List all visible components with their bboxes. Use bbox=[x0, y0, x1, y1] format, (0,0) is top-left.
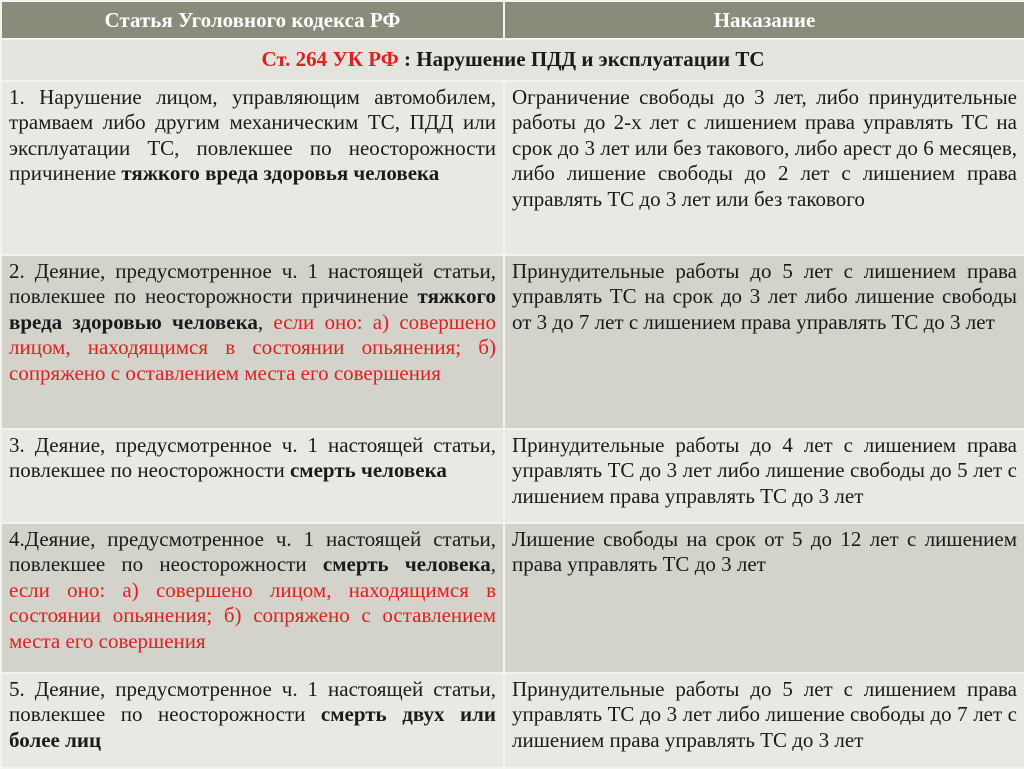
article-cell bbox=[1, 429, 504, 523]
subheader-row bbox=[1, 39, 1024, 81]
article-cell bbox=[1, 673, 504, 768]
penalty-cell: Принудительные работы до 5 лет с лишением права управлять ТС на срок до 3 лет либо лишение свободы от 3 до 7 лет с лишением права управлять ТС до 3 лет bbox=[504, 255, 1024, 429]
penalty-cell: Ограничение свободы до 3 лет, либо принудительные работы до 2-х лет с лишением права управлять ТС на срок до 3 лет или без такового, либо арест до 6 месяцев, либо лишение свободы до 2 лет с лишением права управлять ТС до 3 лет или без такового bbox=[504, 81, 1024, 255]
article-bold-text: смерть человека bbox=[322, 552, 491, 576]
penalty-cell: Принудительные работы до 5 лет с лишением права управлять ТС до 3 лет либо лишение свободы до 7 лет с лишением права управлять ТС до 3 лет bbox=[504, 673, 1024, 768]
subheader-title: Нарушение ПДД и эксплуатации ТС bbox=[416, 47, 765, 71]
table-row bbox=[1, 523, 1024, 673]
penalty-cell: Лишение свободы на срок от 5 до 12 лет с лишением права управлять ТС до 3 лет bbox=[504, 523, 1024, 673]
article-condition-text: если оно: а) совершено лицом, находящимся в состоянии опьянения; б) сопряжено с оставлением места его совершения bbox=[9, 577, 496, 653]
article-cell bbox=[1, 523, 504, 673]
subheader-separator: : bbox=[398, 47, 417, 71]
header-article: Статья Уголовного кодекса РФ bbox=[1, 1, 504, 39]
subheader-cell bbox=[1, 39, 1024, 81]
table-row bbox=[1, 255, 1024, 429]
penalty-cell: Принудительные работы до 4 лет с лишением права управлять ТС до 3 лет либо лишение свободы до 5 лет с лишением права управлять ТС до 3 лет bbox=[504, 429, 1024, 523]
article-text: 3. Деяние, предусмотренное ч. 1 настоящей статьи, повлекшее по неосторожности bbox=[9, 432, 496, 482]
article-bold-text: смерть двух или более лиц bbox=[9, 702, 496, 752]
table-row bbox=[1, 81, 1024, 255]
article-cell bbox=[1, 81, 504, 255]
article-punct: , bbox=[257, 309, 264, 334]
header-penalty: Наказание bbox=[504, 1, 1024, 39]
table-row bbox=[1, 429, 1024, 523]
article-condition-text: если оно: а) совершено лицом, находящимся в состоянии опьянения; б) сопряжено с оставлением места его совершения bbox=[9, 309, 496, 385]
article-bold-text: тяжкого вреда здоровью человека bbox=[9, 284, 496, 334]
article-bold-text: тяжкого вреда здоровья человека bbox=[121, 161, 440, 185]
article-cell bbox=[1, 255, 504, 429]
article-text: 2. Деяние, предусмотренное ч. 1 настоящей статьи, повлекшее по неосторожности причинение bbox=[9, 258, 496, 308]
article-text: 4.Деяние, предусмотренное ч. 1 настоящей статьи, повлекшее по неосторожности bbox=[9, 526, 496, 576]
article-number: Ст. 264 УК РФ bbox=[261, 47, 399, 71]
table-row bbox=[1, 673, 1024, 768]
article-text: 5. Деяние, предусмотренное ч. 1 настоящей статьи, повлекшее по неосторожности bbox=[9, 676, 496, 726]
article-punct: , bbox=[490, 552, 496, 576]
article-text: 1. Нарушение лицом, управляющим автомобилем, трамваем либо другим механическим ТС, ПДД или эксплуатации ТС, повлекшее по неосторожности причинение bbox=[9, 84, 496, 185]
article-bold-text: смерть человека bbox=[289, 458, 447, 482]
header-row bbox=[1, 1, 1024, 39]
